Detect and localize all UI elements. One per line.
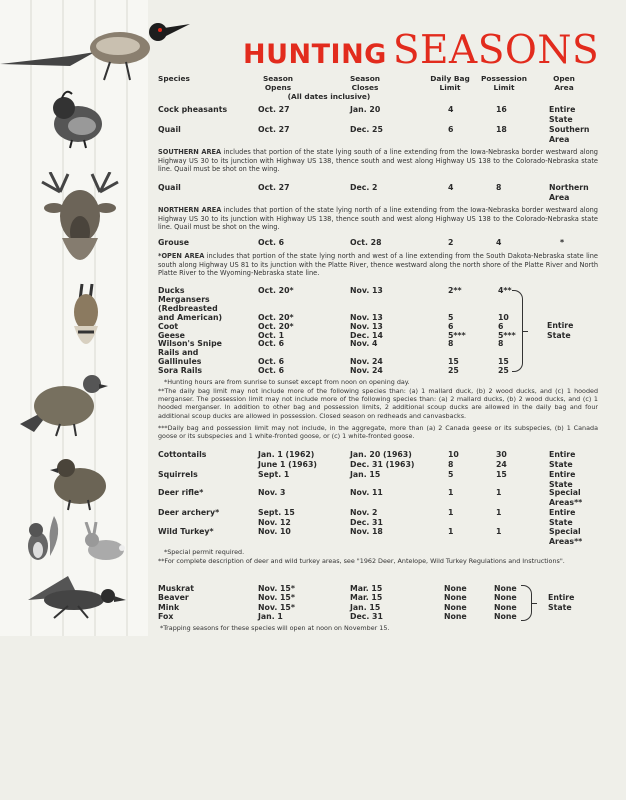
game-note-2: **For complete description of deer and wild turkey areas, see "1962 Deer, Antelope, Wild Turkey Regulations and Instructions". [158, 557, 565, 565]
antelope-icon [60, 282, 110, 362]
deer-icon [20, 172, 140, 282]
waterfowl-note-1: *Hunting hours are from sunrise to sunset except from noon on opening day. [164, 378, 410, 386]
waterfowl-opens: Oct. 20* Oct. 20* Oct. 20* Oct. 1 Oct. 6 Oct. 6 Oct. 6 [258, 286, 294, 376]
header-closes: Season Closes [349, 74, 381, 92]
table-cell: Sept. 1 [258, 470, 290, 479]
game-note-1: *Special permit required. [164, 548, 245, 556]
table-cell: 1 [448, 527, 454, 536]
trapping-note: *Trapping seasons for these species will open at noon on November 15. [160, 624, 390, 632]
southern-area-text: SOUTHERN AREA includes that portion of the state lying south of a line extending from the Iowa-Nebraska border westward along Highway US 30 to its junction with Highway US 138, thence south and west along Highway US 138 to the Colorado-Nebraska state line. Quail must be shot on the wing. [158, 148, 598, 174]
table-cell: Nov. 10 [258, 527, 291, 536]
prairie-chicken-icon [40, 448, 120, 512]
furbearer-species: Muskrat Beaver Mink Fox [158, 584, 194, 621]
squirrel-icon [20, 512, 64, 564]
waterfowl-area: Entire State [547, 321, 574, 340]
waterfowl-closes: Nov. 13 Nov. 13 Nov. 13 Dec. 14 Nov. 4 Nov. 24 Nov. 24 [350, 286, 383, 376]
waterfowl-note-2: **The daily bag limit may not include more of the following species than: (a) 1 mallard duck, (b) 2 wood ducks, and (c) 1 hooded merganser. The possession limit may not include more of the following species than: (a) 2 mallard ducks, (b) 2 wood ducks, and (c) 1 hooded merganser. In addition to other bag and possession limits, 2 additional scoup ducks are allowed in the daily bag and four additional scoup ducks are allowed in possession. Closed season on redheads and canvasbacks. [158, 387, 598, 420]
waterfowl-daily: 2** 5 6 5*** 8 15 25 [448, 286, 466, 376]
table-cell: Jan. 15 [350, 470, 381, 479]
table-cell: Cottontails [158, 450, 207, 459]
table-cell: 1 [448, 488, 454, 497]
table-cell: Jan. 20 (1963) Dec. 31 (1963) [350, 450, 415, 469]
table-cell: 10 8 [448, 450, 459, 469]
table-cell: Entire State [549, 450, 576, 469]
title-seasons: SEASONS [392, 28, 600, 73]
table-cell: Sept. 15 Nov. 12 [258, 508, 295, 527]
furbearer-possession: None None None None [494, 584, 517, 621]
northern-area-text: NORTHERN AREA includes that portion of the state lying north of a line extending from the Iowa-Nebraska border westward along Highway US 30 to its junction with Highway US 138, thence south and west along Highway US 138 to the Colorado-Nebraska state line. Quail must be shot on the wing. [158, 206, 598, 232]
table-cell: 1 [496, 508, 502, 517]
waterfowl-species: Ducks Mergansers (Redbreasted and American) Coot Geese Wilson's Snipe Rails and Gallinules Sora Rails [158, 286, 223, 376]
furbearer-opens: Nov. 15* Nov. 15* Nov. 15* Jan. 1 [258, 584, 295, 621]
table-cell: Special Areas** [549, 527, 583, 546]
table-cell: Nov. 3 [258, 488, 286, 497]
furbearer-brace [521, 585, 532, 621]
header-area: Open Area [553, 74, 575, 92]
table-cell: Jan. 1 (1962) June 1 (1963) [258, 450, 317, 469]
rabbit-icon [82, 522, 128, 562]
table-cell: Entire State [549, 470, 576, 489]
table-cell: 5 [448, 470, 454, 479]
table-cell: 30 24 [496, 450, 507, 469]
header-species: Species [158, 74, 190, 83]
furbearer-closes: Mar. 15 Mar. 15 Jan. 15 Dec. 31 [350, 584, 383, 621]
table-cell: 1 [448, 508, 454, 517]
table-cell: Nov. 11 [350, 488, 383, 497]
table-cell: 1 [496, 488, 502, 497]
waterfowl-possession: 4** 10 6 5*** 8 15 25 [498, 286, 516, 376]
header-opens: Season Opens [262, 74, 294, 92]
furbearer-daily: None None None None [444, 584, 467, 621]
table-cell: Special Areas** [549, 488, 583, 507]
table-cell: Deer archery* [158, 508, 220, 517]
header-possession: Possession Limit [481, 74, 527, 92]
table-cell: 15 [496, 470, 507, 479]
waterfowl-brace [512, 290, 523, 372]
grouse-icon [14, 362, 114, 438]
table-cell: Nov. 18 [350, 527, 383, 536]
table-cell: Squirrels [158, 470, 198, 479]
header-note: (All dates inclusive) [287, 92, 371, 101]
duck-icon [18, 570, 128, 620]
open-area-text: *OPEN AREA includes that portion of the state lying north and west of a line extending from the South Dakota-Nebraska state line south along Highway US 81 to its junction with the Platte River, thence westward along the north shore of the Platte River and North Platte River to the Wyoming-Nebraska state line. [158, 252, 598, 278]
table-cell: Deer rifle* [158, 488, 204, 497]
header-daily: Daily Bag Limit [430, 74, 470, 92]
waterfowl-note-3: ***Daily bag and possession limit may not include, in the aggregate, more than (a) 2 Canada geese or its subspecies, (b) 1 Canada goose or its subspecies and 1 white-fronted goose, or (c) 1 white-fronted goose. [158, 424, 598, 441]
quail-icon [42, 86, 112, 150]
title-hunting: HUNTING [243, 39, 387, 70]
table-cell: Nov. 2 Dec. 31 [350, 508, 383, 527]
table-cell: 1 [496, 527, 502, 536]
table-cell: Entire State [549, 508, 576, 527]
page-title [243, 28, 599, 73]
table-cell: Wild Turkey* [158, 527, 214, 536]
furbearer-area: Entire State [548, 593, 575, 612]
